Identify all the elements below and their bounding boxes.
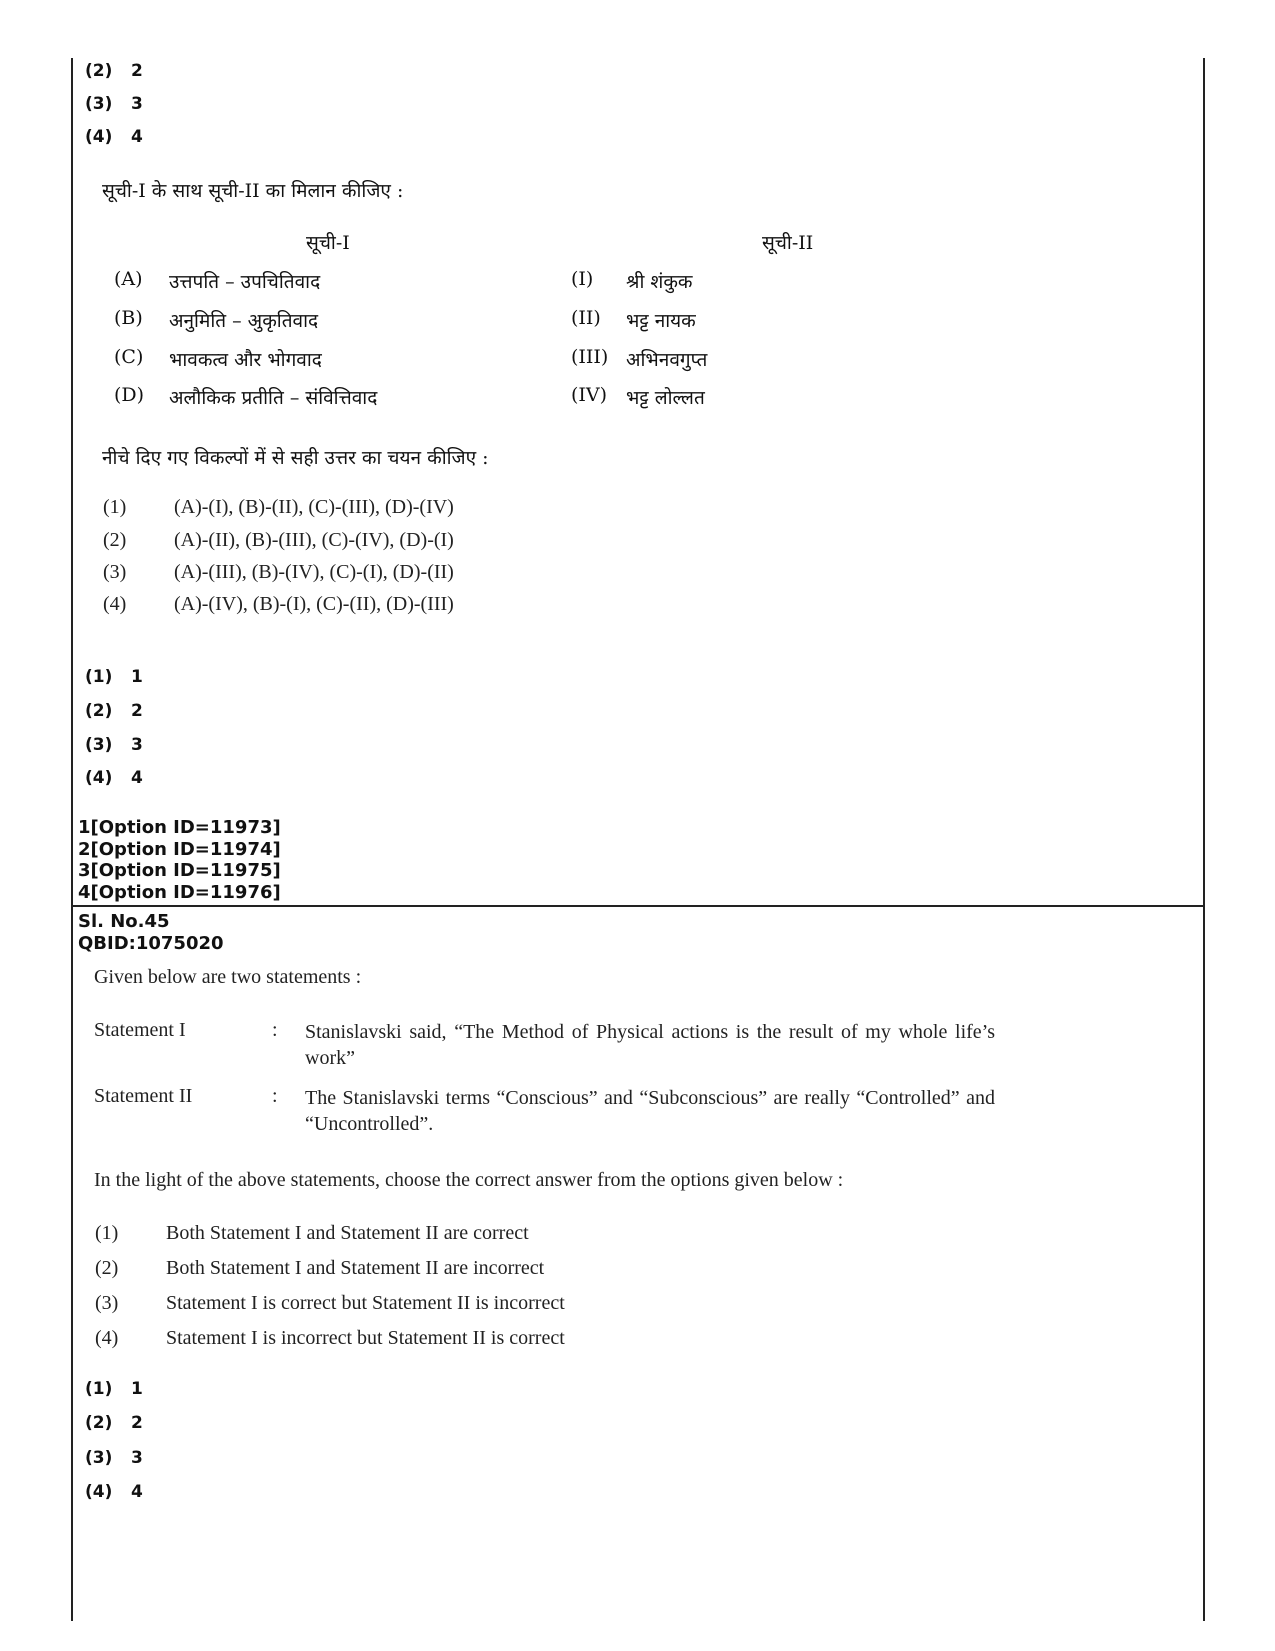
option-text: Both Statement I and Statement II are correct: [166, 1222, 529, 1244]
option-id-list: [78, 817, 281, 903]
option-index: (3): [95, 1292, 119, 1314]
option-text: Statement I is incorrect but Statement II is correct: [166, 1327, 565, 1349]
option-id: 4[Option ID=11976]: [78, 881, 281, 903]
statement-colon: :: [272, 1085, 278, 1107]
list2-item-key: (I): [571, 268, 594, 290]
question-divider: [71, 905, 1205, 907]
choose-instruction: नीचे दिए गए विकल्पों में से सही उत्तर का चयन कीजिए :: [102, 447, 489, 469]
option-index: (4): [95, 1327, 119, 1349]
option-id: 2[Option ID=11974]: [78, 838, 281, 860]
option-index: (2): [103, 529, 127, 551]
option-index: (2): [95, 1257, 119, 1279]
statement-text: The Stanislavski terms “Conscious” and “Subconscious” are really “Controlled” and “Uncontrolled”.: [305, 1087, 995, 1135]
answer-option: (3) 3: [85, 1448, 143, 1468]
list2-item-text: भट्ट नायक: [626, 310, 696, 332]
option-text: (A)-(III), (B)-(IV), (C)-(I), (D)-(II): [174, 561, 454, 583]
answer-option: (4) 4: [85, 127, 143, 147]
statement-label: Statement II: [94, 1085, 193, 1107]
list1-item-text: भावकत्व और भोगवाद: [169, 349, 322, 371]
list2-item-text: श्री शंकुक: [626, 271, 693, 293]
list1-item-text: उत्तपति – उपचितिवाद: [169, 271, 321, 293]
statement-colon: :: [272, 1019, 278, 1041]
option-index: (3): [103, 561, 127, 583]
option-text: Statement I is correct but Statement II is incorrect: [166, 1292, 565, 1314]
option-text: (A)-(IV), (B)-(I), (C)-(II), (D)-(III): [174, 593, 454, 615]
option-index: (1): [103, 496, 127, 518]
answer-option: (3) 3: [85, 94, 143, 114]
list2-item-key: (IV): [571, 384, 608, 406]
option-index: (1): [95, 1222, 119, 1244]
option-text: Both Statement I and Statement II are incorrect: [166, 1257, 545, 1279]
answer-option: (1) 1: [85, 1379, 143, 1399]
right-border: [1203, 58, 1205, 1621]
statement-text: Stanislavski said, “The Method of Physical actions is the result of my whole life’s work”: [305, 1021, 995, 1069]
list1-item-key: (D): [114, 384, 145, 406]
answer-option: (2) 2: [85, 61, 143, 81]
list2-header: सूची-II: [762, 232, 814, 254]
left-border: [71, 58, 73, 1621]
statements-intro: Given below are two statements :: [94, 966, 362, 988]
list1-item-text: अनुमिति – अुकृतिवाद: [169, 310, 319, 332]
list2-item-text: भट्ट लोल्लत: [626, 387, 705, 409]
match-instruction: सूची-I के साथ सूची-II का मिलान कीजिए :: [102, 180, 404, 202]
answer-option: (1) 1: [85, 667, 143, 687]
list1-item-key: (B): [114, 307, 143, 329]
statement-label: Statement I: [94, 1019, 186, 1041]
answer-option: (4) 4: [85, 1482, 143, 1502]
answer-option: (2) 2: [85, 1413, 143, 1433]
qbid: QBID:1075020: [78, 933, 224, 954]
answer-option: (4) 4: [85, 768, 143, 788]
option-index: (4): [103, 593, 127, 615]
serial-number: Sl. No.45: [78, 911, 170, 932]
option-id: 3[Option ID=11975]: [78, 860, 281, 881]
option-id: 1[Option ID=11973]: [78, 817, 281, 838]
list1-item-key: (C): [114, 346, 144, 368]
list2-item-key: (III): [571, 346, 609, 368]
list1-item-key: (A): [114, 268, 143, 290]
list2-item-text: अभिनवगुप्त: [626, 349, 708, 371]
question-meta: [78, 911, 224, 955]
list1-item-text: अलौकिक प्रतीति – संवित्तिवाद: [169, 387, 378, 409]
answer-option: (3) 3: [85, 735, 143, 755]
answer-option: (2) 2: [85, 701, 143, 721]
list1-header: सूची-I: [306, 232, 350, 254]
list2-item-key: (II): [571, 307, 601, 329]
option-text: (A)-(I), (B)-(II), (C)-(III), (D)-(IV): [174, 496, 454, 518]
answer-prompt: In the light of the above statements, choose the correct answer from the options given below :: [94, 1169, 844, 1191]
option-text: (A)-(II), (B)-(III), (C)-(IV), (D)-(I): [174, 529, 454, 551]
